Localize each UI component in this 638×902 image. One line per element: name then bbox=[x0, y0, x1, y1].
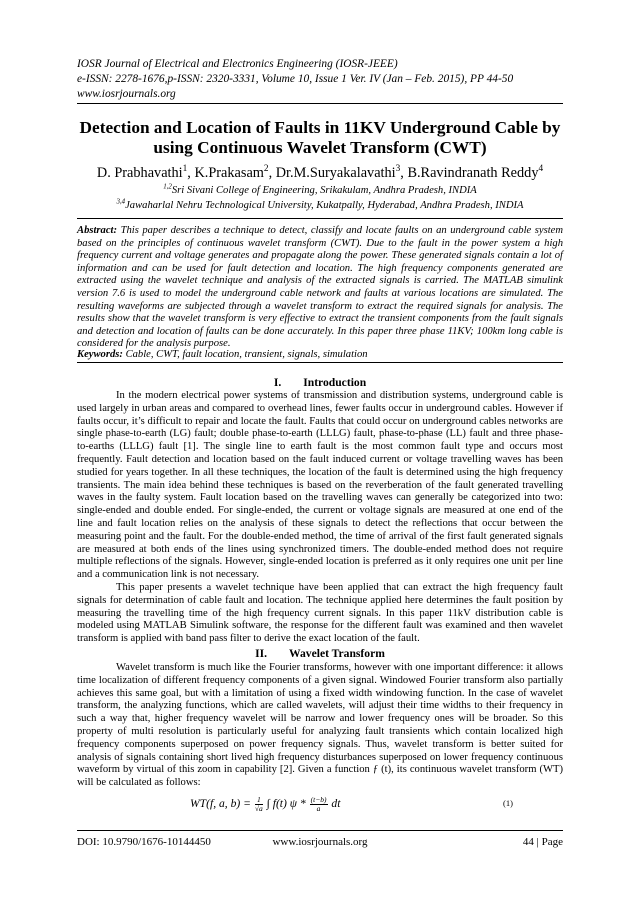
author-sup: 2 bbox=[263, 164, 269, 175]
equation-rhs: dt bbox=[331, 797, 341, 811]
fraction-denominator: √a bbox=[254, 804, 263, 813]
equation-fraction bbox=[255, 796, 263, 813]
author-list bbox=[60, 164, 580, 182]
affiliation-sup: 1,2 bbox=[163, 183, 172, 191]
author-name: K.Prakasam bbox=[194, 165, 264, 181]
wavelet-body bbox=[77, 662, 563, 790]
paragraph: Wavelet transform is much like the Fourier transforms, however with one important difference: it allows time localization of different frequency components of a given signal. Windowed Fourier transform also partially achieves this same goal, but with a limitation of using a fixed width windowing function. In the case of wavelet transform, the analyzing functions, which are called wavelets, will adjust their time widths to their frequency in such a way that, higher frequency wavelet will be narrow and lower frequency ones will be broader. So this property of multi resolution is particularly useful for analyzing fault transients which contain localized high frequency components superposed on power frequency signals. Thus, wavelet transform is better suited for analysis of signals containing short lived high frequency disturbances superposed on lower frequency continuous waveform by virtual of this zoom in capability [2]. Given a function ƒ (t), its continuous wavelet transform (WT) will be calculated as follows: bbox=[77, 662, 563, 789]
title-line-1: Detection and Location of Faults in 11KV Underground Cable by bbox=[79, 118, 561, 137]
affiliation-sup: 3,4 bbox=[116, 198, 126, 206]
affiliation-text: Jawaharlal Nehru Technological University, Kukatpally, Hyderabad, Andhra Pradesh, INDIA bbox=[125, 200, 524, 211]
keywords bbox=[77, 348, 563, 361]
author-name: Dr.M.Suryakalavathi bbox=[275, 165, 396, 181]
section-number: II. bbox=[255, 647, 268, 660]
paragraph: This paper presents a wavelet technique have been applied that can extract the high frequency fault signals for determination of cable fault and location. The technique applied here determines the fault position by measuring the travelling time of the high frequency current signals. In this paper 11kV distribution cable is modeled using MATLAB Simulink software, the response for the different fault was examined and then wavelet transform is applied with band pass filter to derive the exact location of the fault. bbox=[77, 581, 563, 645]
fraction-numerator: (t−b) bbox=[310, 795, 327, 804]
abstract-divider-bottom bbox=[77, 362, 563, 363]
journal-website[interactable]: www.iosrjournals.org bbox=[77, 88, 176, 100]
author-sup: 3 bbox=[395, 164, 401, 175]
author-separator: , bbox=[268, 165, 276, 181]
journal-issn: e-ISSN: 2278-1676,p-ISSN: 2320-3331, Volume 10, Issue 1 Ver. IV (Jan – Feb. 2015), PP 44-50 bbox=[77, 73, 514, 85]
journal-header bbox=[77, 57, 567, 102]
title-line-2: using Continuous Wavelet Transform (CWT) bbox=[153, 138, 487, 157]
section-number: I. bbox=[273, 376, 282, 389]
section-heading-introduction bbox=[77, 376, 563, 390]
author-name: D. Prabhavathi bbox=[96, 165, 183, 181]
section-heading-wavelet-transform bbox=[77, 647, 563, 661]
paper-title bbox=[60, 118, 580, 158]
section-title: Introduction bbox=[303, 376, 367, 389]
section-title: Wavelet Transform bbox=[289, 647, 385, 660]
keywords-text: Cable, CWT, fault location, transient, signals, simulation bbox=[125, 349, 368, 360]
footer-doi[interactable]: DOI: 10.9790/1676-10144450 bbox=[77, 836, 211, 848]
author-sup: 1 bbox=[182, 164, 188, 175]
equation-number: (1) bbox=[503, 798, 513, 808]
paragraph: In the modern electrical power systems of transmission and distribution systems, underground cable is used largely in urban areas and compared to overhead lines, fewer faults occur in underground cables. However if faults occur, it’s difficult to repair and locate the fault. Faults that could occur on underground cables networks are single phase-to-earth (LG) fault; double phase-to-earth (LLLG) fault, phase-to-phase (LL) fault and three phase-to-earths (LLLG) fault [1]. The single line to earth fault is the most common fault type and occurs most frequently. Fault detection and location based on the fault induced current or voltage travelling waves has been studied for years together. In all these techniques, the location of the fault is determined using the high frequency transients. The main idea behind these techniques is based on the reverberation of the fault generated travelling waves in the faulty system. Fault location based on the travelling waves can generally be categorized into two: single-ended and double ended. For single-ended, the current or voltage signals are measured at one end of the line and fault location relies on the analysis of these signals to detect the reflections that occur between the measuring point and the fault. For the double-ended method, the time of arrival of the first fault generated signals are measured at both ends of the lines using synchronized timers. The double-ended method does not require multiple reflections of the signals. However, single-ended location is preferred as it only requires one unit per line and a communication link is not necessary. bbox=[77, 390, 563, 581]
journal-name: IOSR Journal of Electrical and Electronics Engineering (IOSR-JEEE) bbox=[77, 58, 398, 70]
equation-fraction bbox=[310, 796, 328, 813]
author-sup: 4 bbox=[538, 164, 544, 175]
introduction-body bbox=[77, 390, 563, 646]
header-divider bbox=[77, 103, 563, 104]
author-separator: , bbox=[187, 165, 195, 181]
fraction-denominator: a bbox=[316, 804, 321, 813]
footer-website[interactable]: www.iosrjournals.org bbox=[272, 836, 368, 848]
equation-lhs: WT(f, a, b) = bbox=[190, 797, 251, 811]
footer-page-number: 44 | Page bbox=[522, 836, 563, 848]
abstract-label: Abstract: bbox=[77, 225, 118, 236]
abstract bbox=[77, 225, 563, 351]
equation-cwt bbox=[190, 796, 340, 813]
author-name: B.Ravindranath Reddy bbox=[407, 165, 539, 181]
fraction-numerator: 1 bbox=[255, 796, 263, 805]
affiliation-2 bbox=[60, 199, 580, 212]
abstract-divider-top bbox=[77, 218, 563, 219]
equation-integral: ∫ f(t) ψ * bbox=[266, 797, 306, 811]
affiliation-text: Sri Sivani College of Engineering, Srikakulam, Andhra Pradesh, INDIA bbox=[171, 185, 477, 196]
abstract-text: This paper describes a technique to detect, classify and locate faults on an underground cable system based on the principles of continuous wavelet transform (CWT). Due to the fault in the power system a high frequency current and voltage generates and propagate along the power. These generated signals contain a lot of information and can be used for fault detection and location. The high frequency components generated are extracted using the wavelet technique and analysis of the extracted signals is carried. The MATLAB simulink version 7.6 is used to model the underground cable network and faults at various locations are simulated. The resulting waveforms are subjected through a wavelet transform to extract the required signals for analysis. The results show that the wavelet transform is very effective to extract the transient components from the fault signals and detection and location of faults can be done accurately. In this paper three phase 11KV; 100km long cable is considered for the analysis purpose. bbox=[77, 225, 563, 350]
affiliation-1 bbox=[60, 184, 580, 197]
author-separator: , bbox=[400, 165, 408, 181]
keywords-label: Keywords: bbox=[77, 349, 123, 360]
footer-divider bbox=[77, 830, 563, 831]
